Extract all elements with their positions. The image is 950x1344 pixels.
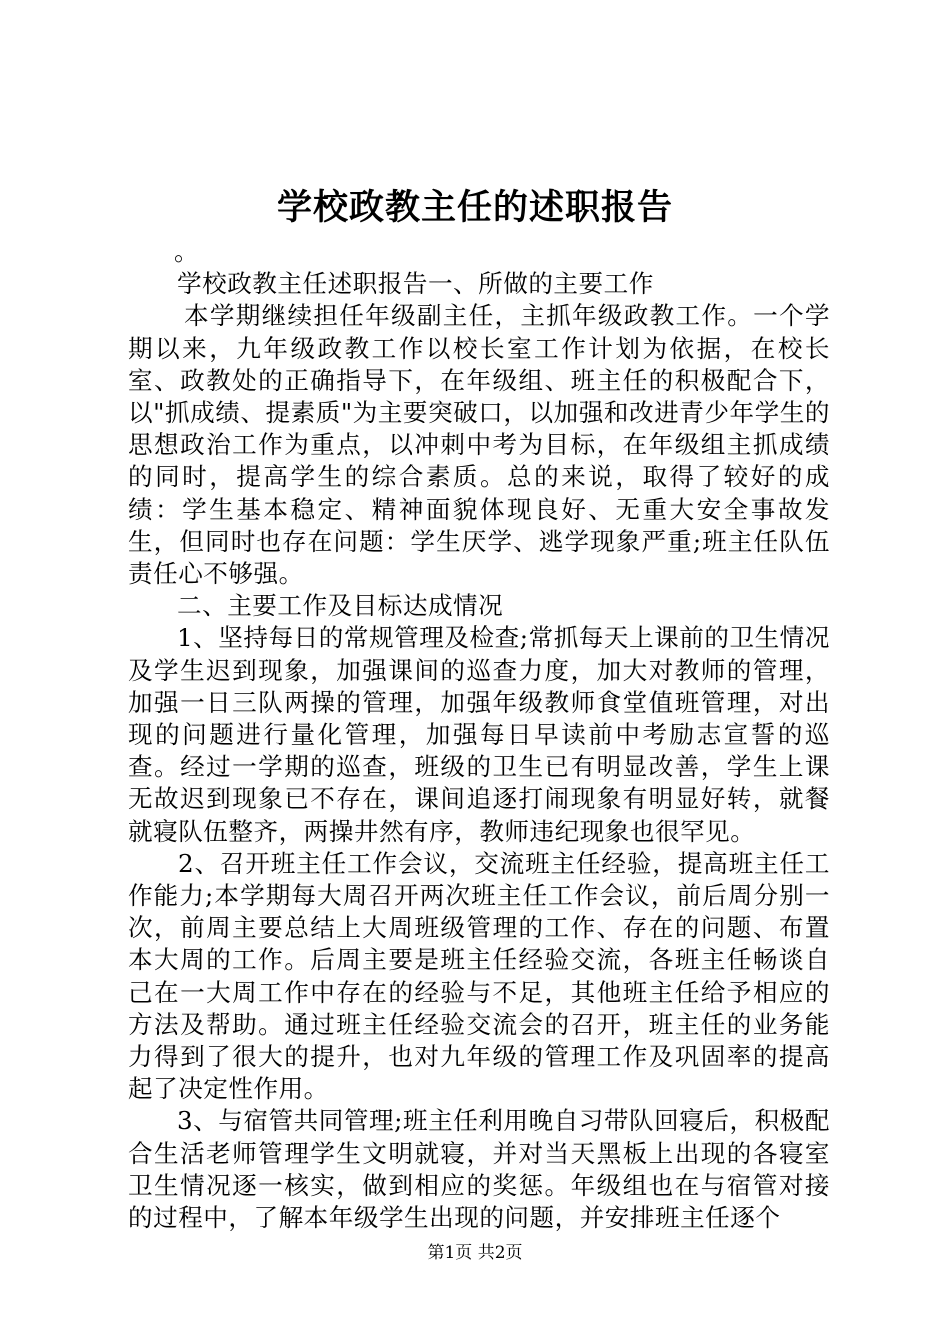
paragraph-item-1: 1、坚持每日的常规管理及检查;常抓每天上课前的卫生情况及学生迟到现象，加强课间的巡查力度，加大对教师的管理，加强一日三队两操的管理，加强年级教师食堂值班管理，对出现的问题进行量化管理，加强每日早读前中考励志宣誓的巡查。经过一学期的巡查，班级的卫生已有明显改善，学生上课无故迟到现象已不存在，课间追逐打闹现象有明显好转，就餐就寝队伍整齐，两操井然有序，教师违纪现象也很罕见。: [128, 623, 830, 846]
paragraph-main-work: 本学期继续担任年级副主任，主抓年级政教工作。一个学期以来，九年级政教工作以校长室工作计划为依据，在校长室、政教处的正确指导下，在年级组、班主任的积极配合下，以"抓成绩、提素质"为主要突破口，以加强和改进青少年学生的思想政治工作为重点，以冲刺中考为目标，在年级组主抓成绩的同时，提高学生的综合素质。总的来说，取得了较好的成绩：学生基本稳定、精神面貌体现良好、无重大安全事故发生，但同时也存在问题：学生厌学、逃学现象严重;班主任队伍责任心不够强。: [128, 301, 830, 589]
document-body: [128, 236, 830, 1234]
paragraph-item-2: 2、召开班主任工作会议，交流班主任经验，提高班主任工作能力;本学期每大周召开两次班主任工作会议，前后周分别一次，前周主要总结上大周班级管理的工作、存在的问题、布置本大周的工作。后周主要是班主任经验交流，各班主任畅谈自己在一大周工作中存在的经验与不足，其他班主任给予相应的方法及帮助。通过班主任经验交流会的召开，班主任的业务能力得到了很大的提升，也对九年级的管理工作及巩固率的提高起了决定性作用。: [128, 848, 830, 1104]
paragraph-item-3: 3、与宿管共同管理;班主任利用晚自习带队回寝后，积极配合生活老师管理学生文明就寝，并对当天黑板上出现的各寝室卫生情况逐一核实，做到相应的奖惩。年级组也在与宿管对接的过程中，了解本年级学生出现的问题，并安排班主任逐个: [128, 1106, 830, 1233]
paragraph-dot: 。: [174, 237, 200, 266]
paragraph-heading-2: 二、主要工作及目标达成情况: [177, 591, 504, 621]
paragraph-heading-1: 学校政教主任述职报告一、所做的主要工作: [177, 269, 654, 299]
document-title: 学校政教主任的述职报告: [276, 187, 673, 228]
page-number-footer: 第1页 共2页: [427, 1243, 523, 1263]
